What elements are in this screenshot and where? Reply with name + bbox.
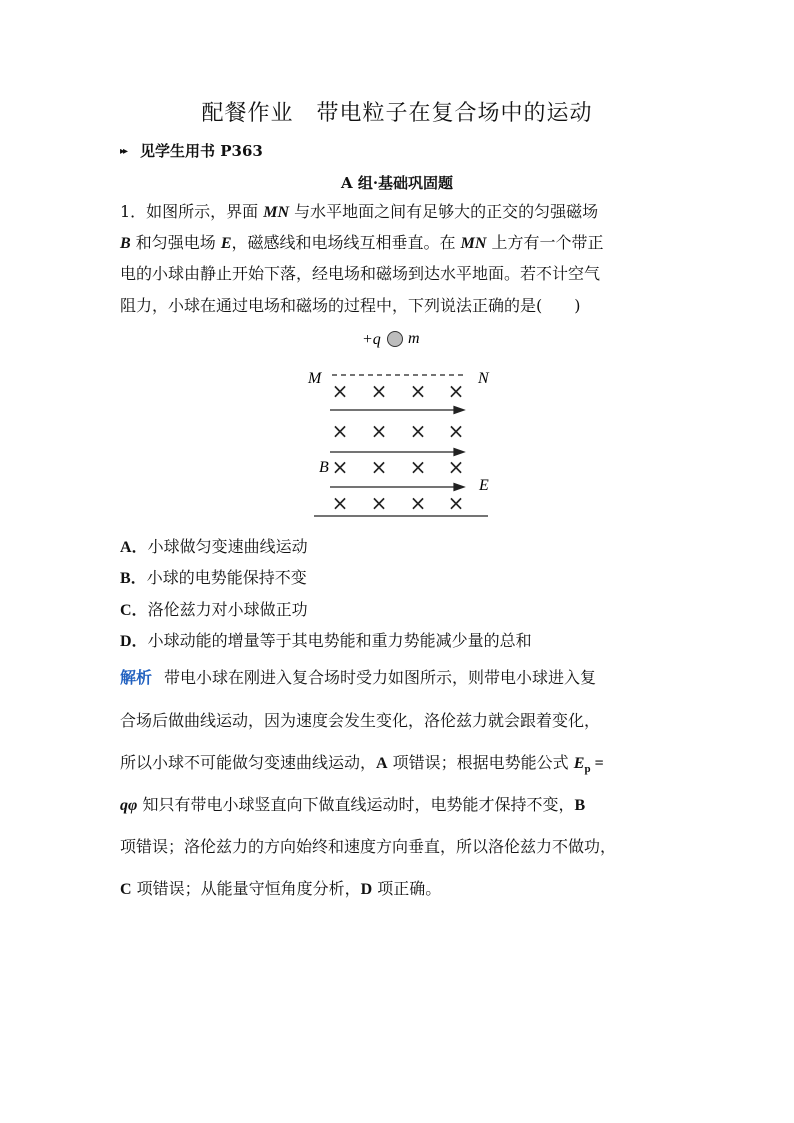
symbol-q-phi: qφ bbox=[120, 797, 138, 814]
symbol-mn: MN bbox=[460, 235, 487, 252]
option-ref: B bbox=[574, 797, 586, 814]
field-cross: × bbox=[370, 419, 388, 443]
option-text: 小球动能的增量等于其电势能和重力势能减少量的总和 bbox=[147, 631, 532, 650]
field-cross: × bbox=[447, 419, 465, 443]
field-cross: × bbox=[331, 419, 349, 443]
option-ref: D bbox=[360, 881, 373, 898]
label-e: E bbox=[479, 477, 489, 494]
field-cross: × bbox=[409, 455, 427, 479]
analysis-line-2: 合场后做曲线运动，因为速度会发生变化，洛伦兹力就会跟着变化， bbox=[120, 711, 601, 730]
option-text: 小球的电势能保持不变 bbox=[146, 568, 307, 587]
field-cross: × bbox=[447, 379, 465, 403]
analysis-line-4 bbox=[120, 794, 585, 817]
arrowhead bbox=[454, 484, 464, 491]
text: 与水平地面之间有足够大的正交的匀强磁场 bbox=[289, 202, 599, 221]
symbol-b: B bbox=[120, 235, 131, 252]
boundary-label-m: M bbox=[308, 370, 322, 387]
double-arrow-icon: ▸▸ bbox=[120, 146, 127, 157]
question-line-1 bbox=[120, 201, 598, 224]
question-line-2 bbox=[120, 232, 604, 255]
analysis-line-5: 项错误；洛伦兹力的方向始终和速度方向垂直，所以洛伦兹力不做功， bbox=[120, 837, 617, 856]
option-a[interactable] bbox=[120, 536, 308, 559]
field-cross: × bbox=[331, 379, 349, 403]
page-title: 配餐作业 带电粒子在复合场中的运动 bbox=[201, 101, 593, 126]
text: 所以小球不可能做匀变速曲线运动， bbox=[120, 753, 377, 772]
field-cross: × bbox=[370, 491, 388, 515]
subscript: p bbox=[584, 763, 591, 776]
label-b: B bbox=[319, 459, 329, 476]
symbol-mn: MN bbox=[263, 204, 290, 221]
magnetic-field-crosses bbox=[332, 379, 465, 515]
section-heading: A 组·基础巩固题 bbox=[340, 174, 454, 192]
equals: = bbox=[590, 755, 604, 772]
symbol-e: E bbox=[573, 755, 585, 772]
option-letter: D． bbox=[120, 633, 148, 650]
symbol-e: E bbox=[220, 235, 232, 252]
option-ref: C bbox=[120, 881, 132, 898]
option-ref: A bbox=[376, 755, 388, 772]
text: 带电小球在刚进入复合场时受力如图所示，则带电小球进入复 bbox=[164, 668, 597, 687]
text: 项错误；从能量守恒角度分析， bbox=[131, 879, 361, 898]
boundary-label-n: N bbox=[478, 370, 489, 387]
reference-text: 见学生用书 P363 bbox=[140, 142, 263, 160]
field-diagram bbox=[300, 326, 500, 522]
option-text: 洛伦兹力对小球做正功 bbox=[147, 600, 308, 619]
arrowhead bbox=[454, 407, 464, 414]
field-cross: × bbox=[409, 379, 427, 403]
analysis-line-6 bbox=[120, 878, 441, 901]
charged-ball bbox=[388, 332, 403, 347]
analysis-line-1 bbox=[120, 667, 596, 689]
option-letter: A． bbox=[120, 539, 148, 556]
analysis-label: 解析 bbox=[120, 668, 153, 687]
question-line-4: 阻力，小球在通过电场和磁场的过程中，下列说法正确的是( ) bbox=[120, 296, 581, 315]
reference-line bbox=[120, 140, 263, 161]
field-cross: × bbox=[370, 455, 388, 479]
field-cross: × bbox=[331, 455, 349, 479]
option-d[interactable] bbox=[120, 630, 532, 653]
option-c[interactable] bbox=[120, 599, 308, 622]
electric-field-lines bbox=[330, 407, 464, 491]
field-cross: × bbox=[409, 491, 427, 515]
text: 项错误；根据电势能公式 bbox=[387, 753, 574, 772]
field-cross: × bbox=[370, 379, 388, 403]
charge-label: +q bbox=[362, 331, 381, 348]
question-line-3: 电的小球由静止开始下落，经电场和磁场到达水平地面。若不计空气 bbox=[120, 264, 601, 283]
text: 知只有带电小球竖直向下做直线运动时，电势能才保持不变， bbox=[137, 795, 575, 814]
field-cross: × bbox=[447, 491, 465, 515]
option-b[interactable] bbox=[120, 567, 307, 590]
text: 项正确。 bbox=[372, 879, 442, 898]
field-cross: × bbox=[409, 419, 427, 443]
text: ，磁感线和电场线互相垂直。在 bbox=[231, 233, 461, 252]
text: 上方有一个带正 bbox=[486, 233, 604, 252]
option-letter: C． bbox=[120, 602, 148, 619]
text: 1．如图所示，界面 bbox=[120, 202, 264, 221]
option-text: 小球做匀变速曲线运动 bbox=[147, 537, 308, 556]
field-cross: × bbox=[331, 491, 349, 515]
field-cross: × bbox=[447, 455, 465, 479]
analysis-line-3 bbox=[120, 752, 604, 780]
mass-label: m bbox=[408, 330, 420, 347]
option-letter: B． bbox=[120, 570, 147, 587]
text: 和匀强电场 bbox=[130, 233, 221, 252]
